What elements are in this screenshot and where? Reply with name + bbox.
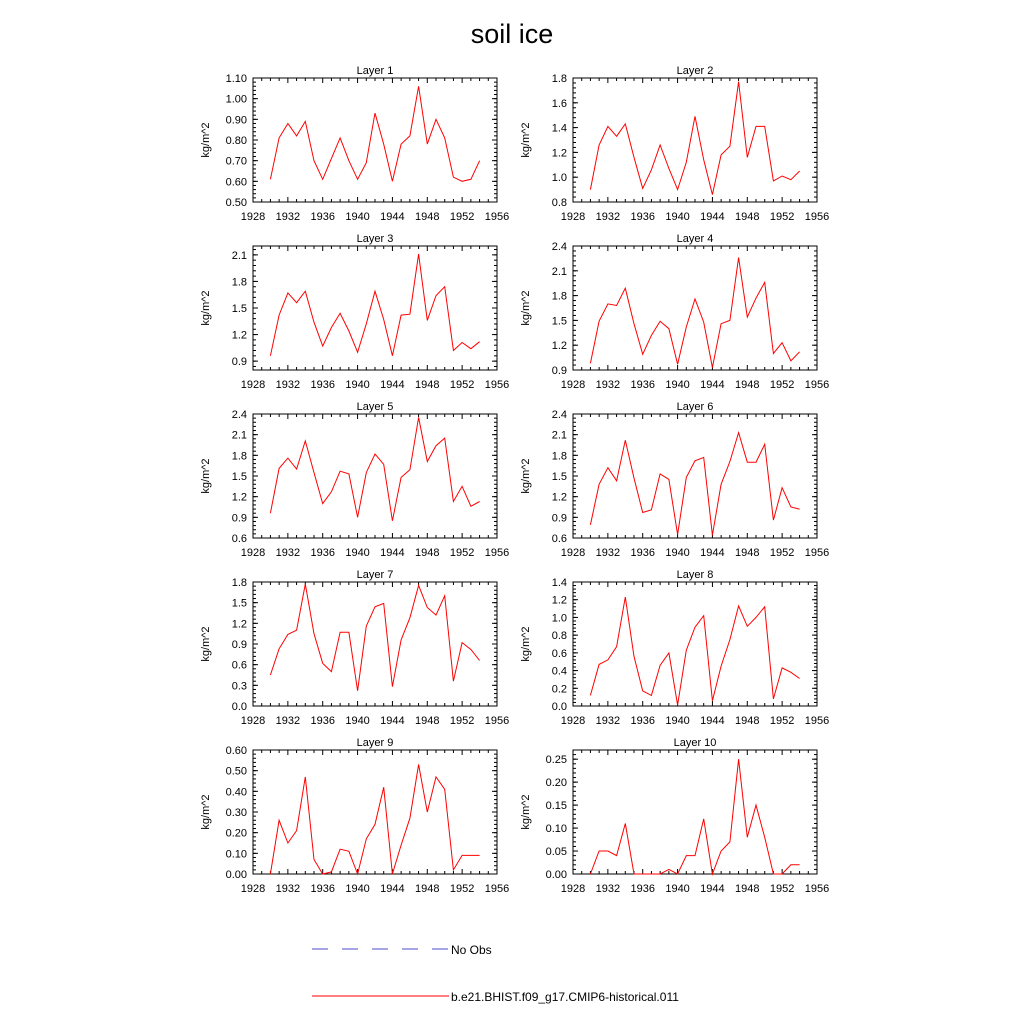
x-tick-label: 1940 <box>345 715 370 727</box>
x-tick-label: 1948 <box>415 379 440 391</box>
x-tick-label: 1932 <box>275 715 301 727</box>
x-tick-label: 1948 <box>415 211 440 223</box>
y-tick-label: 1.5 <box>231 303 247 315</box>
y-tick-label: 1.10 <box>225 73 247 85</box>
y-tick-label: 1.8 <box>231 577 247 589</box>
x-tick-label: 1944 <box>380 211 405 223</box>
x-tick-label: 1932 <box>595 547 621 559</box>
y-tick-label: 2.4 <box>551 241 567 253</box>
y-tick-label: 0.50 <box>225 765 247 778</box>
x-tick-label: 1940 <box>665 547 690 559</box>
x-tick-label: 1944 <box>380 379 405 391</box>
y-tick-label: 0.70 <box>225 155 247 168</box>
y-tick-label: 0.25 <box>545 754 567 767</box>
x-tick-label: 1956 <box>484 883 510 895</box>
y-tick-label: 0.10 <box>545 823 567 836</box>
legend-obs-label: No Obs <box>451 943 492 957</box>
x-tick-label: 1928 <box>240 379 266 391</box>
y-tick-label: 1.2 <box>551 147 567 160</box>
plot-frame <box>253 414 497 538</box>
y-tick-label: 1.2 <box>551 340 567 353</box>
x-tick-label: 1956 <box>804 883 830 895</box>
x-tick-label: 1936 <box>630 715 655 727</box>
panel-title: Layer 8 <box>676 569 714 581</box>
x-tick-label: 1932 <box>275 547 301 559</box>
figure-title: soil ice <box>470 19 554 49</box>
y-tick-label: 1.0 <box>551 172 567 185</box>
y-axis-label: kg/m^2 <box>200 122 212 158</box>
y-tick-label: 0.8 <box>551 630 567 643</box>
x-tick-label: 1932 <box>595 211 621 223</box>
y-tick-label: 1.2 <box>231 329 247 342</box>
y-axis-label: kg/m^2 <box>520 290 532 326</box>
x-tick-label: 1944 <box>700 883 725 895</box>
y-tick-label: 0.20 <box>225 827 247 840</box>
y-axis-label: kg/m^2 <box>200 458 212 494</box>
series-line-model <box>270 86 479 181</box>
x-tick-label: 1952 <box>449 715 475 727</box>
panel-layer-9 <box>200 737 509 895</box>
x-tick-label: 1928 <box>240 211 266 223</box>
y-tick-label: 0.4 <box>551 665 567 678</box>
y-tick-label: 0.3 <box>231 680 247 693</box>
x-tick-label: 1952 <box>769 379 795 391</box>
y-tick-label: 0.00 <box>225 869 247 881</box>
y-tick-label: 2.1 <box>551 429 567 442</box>
y-axis-label: kg/m^2 <box>520 122 532 158</box>
y-tick-label: 2.4 <box>551 409 567 421</box>
y-axis-label: kg/m^2 <box>520 458 532 494</box>
y-tick-label: 0.8 <box>551 197 567 209</box>
y-tick-label: 2.1 <box>551 265 567 278</box>
x-tick-label: 1956 <box>804 211 830 223</box>
x-tick-label: 1956 <box>804 547 830 559</box>
y-tick-label: 0.9 <box>231 512 247 525</box>
y-tick-label: 0.80 <box>225 135 247 147</box>
x-tick-label: 1932 <box>275 883 301 895</box>
x-tick-label: 1948 <box>415 547 440 559</box>
y-axis-label: kg/m^2 <box>200 626 212 662</box>
x-tick-label: 1936 <box>630 547 655 559</box>
y-tick-label: 2.1 <box>231 249 247 262</box>
panel-title: Layer 1 <box>356 65 394 77</box>
y-tick-label: 0.0 <box>231 701 247 713</box>
panel-title: Layer 5 <box>356 401 394 413</box>
y-tick-label: 1.8 <box>551 450 567 463</box>
panel-title: Layer 6 <box>676 401 714 413</box>
series-line-model <box>590 82 799 195</box>
panel-title: Layer 2 <box>676 65 714 77</box>
x-tick-label: 1948 <box>735 547 760 559</box>
y-tick-label: 0.9 <box>231 356 247 369</box>
y-tick-label: 1.2 <box>231 491 247 504</box>
x-tick-label: 1940 <box>345 547 370 559</box>
x-tick-label: 1936 <box>310 547 335 559</box>
y-tick-label: 0.60 <box>225 176 247 189</box>
panel-layer-2 <box>520 65 829 223</box>
y-tick-label: 1.2 <box>231 618 247 631</box>
x-tick-label: 1932 <box>595 883 621 895</box>
plot-frame <box>253 246 497 370</box>
x-tick-label: 1948 <box>735 211 760 223</box>
panel-layer-7 <box>200 569 509 727</box>
x-tick-label: 1936 <box>310 211 335 223</box>
x-tick-label: 1956 <box>484 379 510 391</box>
panel-layer-8 <box>520 569 829 727</box>
x-tick-label: 1932 <box>275 379 301 391</box>
y-tick-label: 1.2 <box>551 491 567 504</box>
y-tick-label: 0.40 <box>225 786 247 799</box>
series-line-model <box>590 759 799 874</box>
series-line-model <box>590 258 799 368</box>
series-line-model <box>590 597 799 705</box>
x-tick-label: 1940 <box>665 715 690 727</box>
y-tick-label: 0.0 <box>551 701 567 713</box>
series-line-model <box>270 584 479 691</box>
x-tick-label: 1952 <box>769 715 795 727</box>
series-line-model <box>270 765 479 875</box>
series-line-model <box>590 433 799 536</box>
x-tick-label: 1948 <box>415 715 440 727</box>
x-tick-label: 1952 <box>769 547 795 559</box>
legend-model-label: b.e21.BHIST.f09_g17.CMIP6-historical.011 <box>451 990 679 1004</box>
x-tick-label: 1944 <box>380 883 405 895</box>
plot-frame <box>253 582 497 706</box>
y-tick-label: 2.4 <box>231 409 247 421</box>
x-tick-label: 1952 <box>449 547 475 559</box>
y-tick-label: 1.8 <box>551 290 567 303</box>
x-tick-label: 1932 <box>595 379 621 391</box>
x-tick-label: 1932 <box>275 211 301 223</box>
y-tick-label: 1.8 <box>231 276 247 289</box>
x-tick-label: 1936 <box>630 883 655 895</box>
plot-frame <box>573 78 817 202</box>
x-tick-label: 1956 <box>804 715 830 727</box>
panel-layer-6 <box>520 401 829 559</box>
y-tick-label: 1.0 <box>551 612 567 625</box>
x-tick-label: 1928 <box>240 547 266 559</box>
x-tick-label: 1940 <box>665 379 690 391</box>
y-tick-label: 0.60 <box>225 745 247 757</box>
x-tick-label: 1928 <box>560 883 586 895</box>
y-tick-label: 2.1 <box>231 429 247 442</box>
x-tick-label: 1948 <box>735 883 760 895</box>
x-tick-label: 1944 <box>700 211 725 223</box>
x-tick-label: 1940 <box>345 211 370 223</box>
y-tick-label: 0.6 <box>231 533 247 545</box>
y-tick-label: 0.2 <box>551 683 567 696</box>
y-tick-label: 0.6 <box>551 533 567 545</box>
y-axis-label: kg/m^2 <box>200 290 212 326</box>
x-tick-label: 1928 <box>560 379 586 391</box>
y-axis-label: kg/m^2 <box>200 794 212 830</box>
x-tick-label: 1956 <box>804 379 830 391</box>
y-tick-label: 0.9 <box>231 639 247 651</box>
legend <box>312 943 679 1004</box>
panel-layer-1 <box>200 65 509 223</box>
y-tick-label: 1.5 <box>551 315 567 328</box>
y-tick-label: 0.15 <box>545 800 567 813</box>
x-tick-label: 1936 <box>310 715 335 727</box>
x-tick-label: 1948 <box>735 715 760 727</box>
panel-title: Layer 10 <box>673 737 717 749</box>
panel-title: Layer 9 <box>356 737 394 749</box>
x-tick-label: 1928 <box>560 715 586 727</box>
panel-title: Layer 7 <box>356 569 394 581</box>
y-tick-label: 0.30 <box>225 807 247 819</box>
x-tick-label: 1944 <box>380 715 405 727</box>
y-tick-label: 0.6 <box>551 647 567 660</box>
x-tick-label: 1944 <box>700 715 725 727</box>
x-tick-label: 1948 <box>735 379 760 391</box>
x-tick-label: 1944 <box>380 547 405 559</box>
y-tick-label: 0.9 <box>551 365 567 377</box>
x-tick-label: 1936 <box>310 379 335 391</box>
y-tick-label: 1.5 <box>231 471 247 483</box>
x-tick-label: 1928 <box>240 715 266 727</box>
x-tick-label: 1952 <box>769 883 795 895</box>
y-tick-label: 1.6 <box>551 97 567 110</box>
y-tick-label: 0.05 <box>545 846 567 859</box>
y-tick-label: 0.10 <box>225 848 247 861</box>
x-tick-label: 1952 <box>769 211 795 223</box>
y-tick-label: 1.2 <box>551 594 567 607</box>
x-tick-label: 1940 <box>345 379 370 391</box>
y-tick-label: 1.8 <box>231 450 247 463</box>
x-tick-label: 1952 <box>449 883 475 895</box>
x-tick-label: 1956 <box>484 715 510 727</box>
panel-layer-10 <box>520 737 829 895</box>
y-axis-label: kg/m^2 <box>520 626 532 662</box>
plot-frame <box>573 582 817 706</box>
x-tick-label: 1932 <box>595 715 621 727</box>
y-tick-label: 0.20 <box>545 777 567 790</box>
y-tick-label: 0.00 <box>545 869 567 881</box>
x-tick-label: 1940 <box>665 883 690 895</box>
y-tick-label: 1.5 <box>551 471 567 483</box>
y-tick-label: 0.50 <box>225 197 247 209</box>
x-tick-label: 1928 <box>560 211 586 223</box>
x-tick-label: 1928 <box>240 883 266 895</box>
series-line-model <box>270 417 479 520</box>
y-tick-label: 1.4 <box>551 122 567 135</box>
y-tick-label: 0.9 <box>551 512 567 525</box>
x-tick-label: 1936 <box>310 883 335 895</box>
x-tick-label: 1952 <box>449 211 475 223</box>
plot-frame <box>573 414 817 538</box>
y-tick-label: 1.4 <box>551 577 567 589</box>
y-tick-label: 1.00 <box>225 93 247 106</box>
series-line-model <box>270 254 479 356</box>
x-tick-label: 1956 <box>484 211 510 223</box>
x-tick-label: 1952 <box>449 379 475 391</box>
panel-layer-5 <box>200 401 509 559</box>
x-tick-label: 1944 <box>700 547 725 559</box>
y-tick-label: 0.6 <box>231 659 247 672</box>
x-tick-label: 1928 <box>560 547 586 559</box>
x-tick-label: 1944 <box>700 379 725 391</box>
plot-frame <box>253 78 497 202</box>
x-tick-label: 1956 <box>484 547 510 559</box>
panel-layer-4 <box>520 233 829 391</box>
panel-grid <box>200 65 829 895</box>
panel-title: Layer 4 <box>676 233 714 245</box>
y-tick-label: 0.90 <box>225 114 247 127</box>
x-tick-label: 1936 <box>630 211 655 223</box>
panel-title: Layer 3 <box>356 233 394 245</box>
x-tick-label: 1940 <box>665 211 690 223</box>
plot-frame <box>253 750 497 874</box>
x-tick-label: 1948 <box>415 883 440 895</box>
y-tick-label: 1.8 <box>551 73 567 85</box>
y-axis-label: kg/m^2 <box>520 794 532 830</box>
panel-layer-3 <box>200 233 509 391</box>
y-tick-label: 1.5 <box>231 597 247 610</box>
x-tick-label: 1940 <box>345 883 370 895</box>
plot-frame <box>573 246 817 370</box>
x-tick-label: 1936 <box>630 379 655 391</box>
